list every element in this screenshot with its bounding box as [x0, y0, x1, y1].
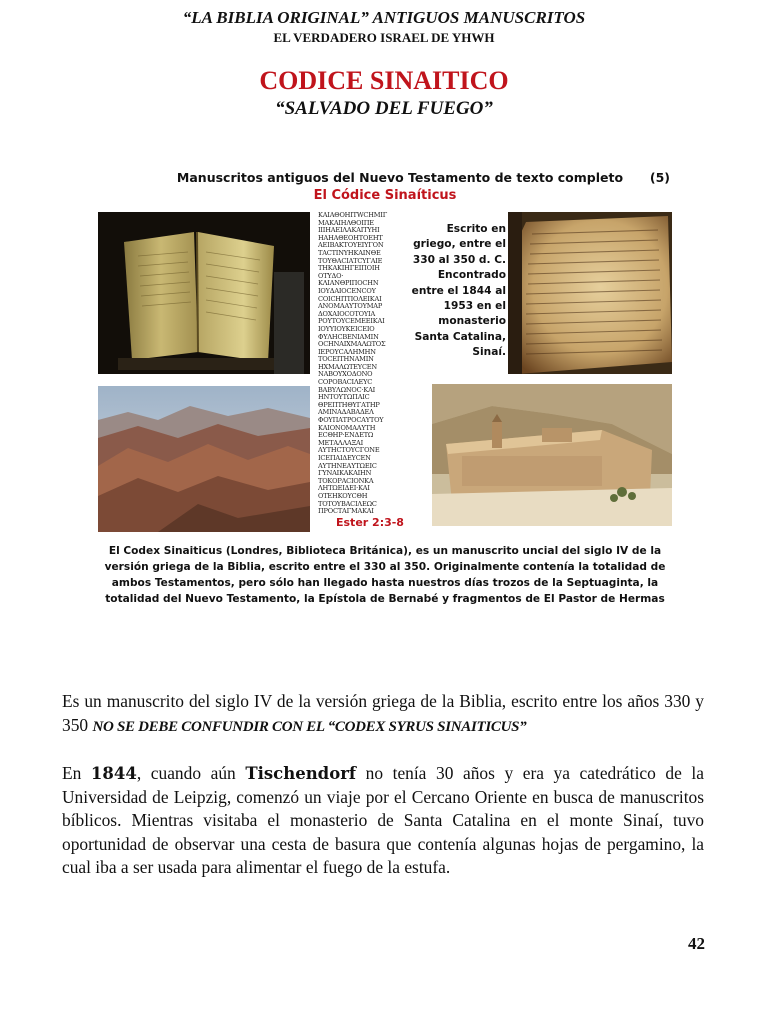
parchment-page-photo [508, 212, 672, 374]
history-paragraph [62, 762, 704, 880]
figure-caption: El Codex Sinaiticus (Londres, Biblioteca Británica), es un manuscrito uncial del siglo IV de la versión griega de la Biblia, escrito entre el 330 al 350. Originalmente contenía la totalidad de ambos Testamentos, pero sólo han llegado hasta nuestros días trozos de la Septuaginta, la totalidad del Nuevo Testamento, la Epístola de Bernabé y fragmentos de El Pastor de Hermas [104, 545, 666, 605]
intro-paragraph [62, 690, 704, 739]
intro-emphasis: NO SE DEBE CONFUNDIR CON EL “CODEX SYRUS SINAITICUS” [92, 718, 527, 735]
codex-book-photo [98, 212, 310, 374]
history-text-b: , cuando aún [136, 763, 246, 783]
figure-title: Manuscritos antiguos del Nuevo Testamento de texto completo [176, 170, 624, 185]
figure-number: (5) [649, 170, 670, 185]
sinai-mountains-photo [98, 386, 310, 532]
figure-subtitle: El Códice Sinaíticus [313, 188, 457, 203]
codex-figure [98, 164, 672, 612]
greek-manuscript-column: ΚΑΙΑΘΟΗΙΤWCΗΜΙΓ ΜΑΚΑΙΗΛΘΟΙΠΕ ΙΙΙΗΑΕΙΛΑΚΑΙΤΥΗΙ ΗΑΗΑΘΕΟΗΤΟΕΗΤ ΑΕΙΒΑΚΤΟΥΕΙΥΓΟΝ ΤΑCΤΙΝΥΗΚΑΙΝΘΕ ΤΟΥΘΑCΙΑΤCΥΓΑΙΕ ΤΗΚΑΚΙΗΓΕΙΠΟΙΗ ΟΤΥΔΟ· ΚΛΙΑΝΘΡΙΠΟCΗΝ ΙΟΥΔΑΙΟCΕΝCΟΥ CΟΙCΗΙΤΠΟΛΕΙΚΑΙ ΑΝΟΜΑΑΥΤΟΥΜΑΡ ΔΟΧΑΙΟCΟΤΟΥΙΑ ΡΟΥΤΟΥCΕΜΕΕΙΚΑΙ ΙΟΥΥΙΟΥΚΕΙCΕΙΟ ΦΥΛΗCΒΕΝΙΑΜΙΝ ΟCΗΝΑΙΧΜΑΛΩΤΟΣ ΙΕΡΟΥCΑΛΗΜΗΝ ΤΟCΕΙΤΗΝΑΜΙΝ ΗΧΜΑΛΩΤΕΥCΕΝ ΝΑΒΟΥΧΟΔΟΝΟ CΟΡΟΒΑCΙΛΕΥC ΒΑΒΥΛΩΝΟC·ΚΑΙ ΗΝΤΟΥΤΩΠΑΙC ΘΡΕΠΤΗΘΥΓΑΤΗΡ ΑΜΙΝΑΔΑΒΑΔΕΛ ΦΟΥΠΑΤΡΟCΑΥΤΟΥ ΚΑΙΟΝΟΜΑΑΥΤΗ ΕCΘΗΡ·ΕΝΔΕΤΩ ΜΕΤΑΛΛΑΞΑΙ ΑΥΤΗCΤΟΥCΓΟΝΕ ΙCΕΠΑΙΔΕΥCΕΝ ΑΥΤΗΝΕΑΥΤΩΕΙC ΓΥΝΑΙΚΑΚΑΙΗΝ ΤΟΚΟΡΑCΙΟΝΚΑ ΛΗΤΩΕΙΔΕΙ·ΚΑΙ ΟΤΕΗΚΟΥCΘΗ ΤΟΤΟΥΒΑCΙΛΕΩC ΠΡΟCΤΑΓΜΑΚΑΙ [318, 212, 388, 514]
running-header: “LA BIBLIA ORIGINAL” ANTIGUOS MANUSCRITOS [182, 8, 586, 27]
page-number: 42 [688, 934, 705, 953]
page-subtitle: “SALVADO DEL FUEGO” [275, 98, 493, 119]
history-year: 1844 [90, 764, 137, 783]
page-title: CODICE SINAITICO [259, 66, 509, 95]
history-text-c: no tenía 30 años y era ya catedrático de la Universidad de Leipzig, comenzó un viaje por el Cercano Oriente en busca de manuscritos bíblicos. Mientras visitaba el monasterio de Santa Catalina en el monte Sinaí, tuvo oportunidad de observar una cesta de basura que contenía algunas hojas de pergamino, la cual iba a ser usada para alimentar el fuego de la estufa. [62, 763, 704, 877]
figure-side-caption: Escrito en griego, entre el 330 al 350 d. C. Encontrado entre el 1844 al 1953 en el monasterio Santa Catalina, Sinaí. [411, 223, 506, 359]
history-name: Tischendorf [245, 764, 357, 783]
history-text-a: En [62, 763, 91, 783]
intro-text: Es un manuscrito del siglo IV de la versión griega de la Biblia, escrito entre los años 330 y 350 [62, 691, 704, 735]
verse-reference: Ester 2:3-8 [336, 516, 404, 529]
santa-catalina-monastery-photo [432, 384, 672, 526]
running-subheader: EL VERDADERO ISRAEL DE YHWH [273, 30, 495, 45]
